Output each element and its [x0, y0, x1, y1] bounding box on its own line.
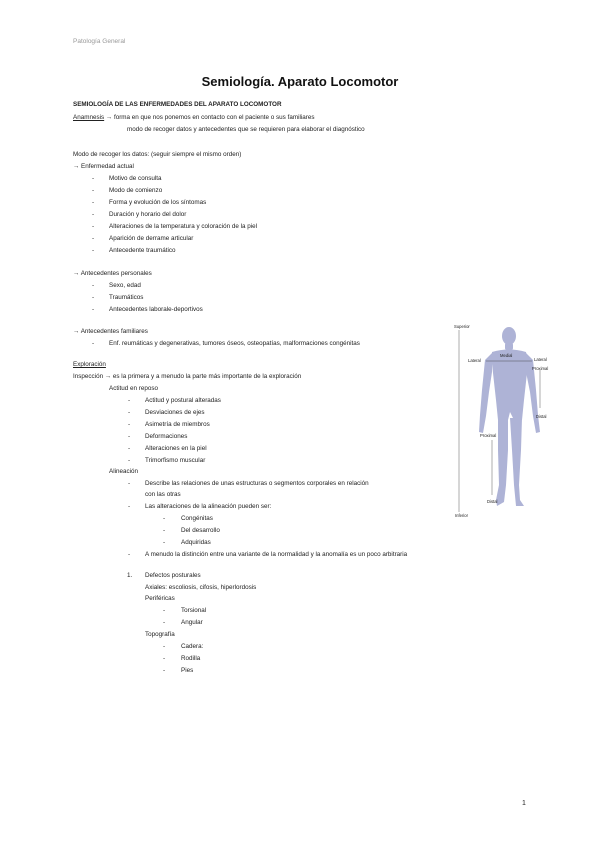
bullet-dash: - — [163, 667, 166, 674]
bullet-dash: - — [92, 211, 95, 218]
sub-list-item: Cadera: — [181, 643, 204, 650]
sub-list-item: Congénitas — [181, 515, 213, 522]
body-diagram — [452, 320, 552, 520]
label-proximal-left: Proximal — [480, 433, 497, 438]
inspeccion-line: Inspección → es la primera y a menudo la parte más importante de la exploración — [73, 373, 302, 380]
list-number: 1. — [127, 572, 133, 579]
list-item: Asimetría de miembros — [145, 421, 210, 428]
sub-list-item: Torsional — [181, 607, 207, 614]
section-heading: SEMIOLOGÍA DE LAS ENFERMEDADES DEL APARATO LOCOMOTOR — [73, 101, 282, 108]
list-item: Desviaciones de ejes — [145, 409, 205, 416]
label-distal-right: Distal — [536, 414, 547, 419]
bullet-dash: - — [128, 433, 131, 440]
list-item: Duración y horario del dolor — [109, 211, 187, 218]
page-number: 1 — [522, 800, 526, 807]
label-lateral-left: Lateral — [468, 358, 481, 363]
list-item: Traumáticos — [109, 294, 144, 301]
defectos-heading: Defectos posturales — [145, 572, 201, 579]
bullet-dash: - — [92, 187, 95, 194]
anamnesis-term: Anamnesis — [73, 114, 105, 121]
axiales-line: Axiales: escoliosis, cifosis, hiperlordosis — [145, 584, 257, 591]
exploracion-heading: Exploración — [73, 361, 106, 368]
perifericas-heading: Periféricas — [145, 595, 175, 602]
list-item: Antecedentes laborale-deportivos — [109, 306, 203, 313]
label-distal-bottom: Distal — [487, 499, 498, 504]
sub-list-item: Pies — [181, 667, 194, 674]
list-item: Deformaciones — [145, 433, 188, 440]
list-item: Modo de comienzo — [109, 187, 163, 194]
sub-list-item: Angular — [181, 619, 203, 626]
anamnesis-definition: → forma en que nos ponemos en contacto con el paciente o sus familiares — [104, 114, 315, 121]
list-item: Actitud y postural alteradas — [145, 397, 221, 404]
list-item: Describe las relaciones de unas estructuras o segmentos corporales en relación — [145, 480, 369, 487]
list-item: Sexo, edad — [109, 282, 141, 289]
sub-list-item: Adquiridas — [181, 539, 211, 546]
actitud-heading: Actitud en reposo — [109, 385, 159, 392]
list-item: Motivo de consulta — [109, 175, 162, 182]
label-lateral-right: Lateral — [534, 357, 547, 362]
list-item: Las alteraciones de la alineación pueden ser: — [145, 503, 272, 510]
bullet-dash: - — [163, 527, 166, 534]
page-title: Semiología. Aparato Locomotor — [201, 74, 399, 89]
label-inferior: Inferior — [455, 513, 469, 518]
antecedentes-personales-heading: → Antecedentes personales — [73, 270, 152, 277]
bullet-dash: - — [163, 515, 166, 522]
label-proximal-top: Proximal — [532, 366, 549, 371]
bullet-dash: - — [92, 235, 95, 242]
list-item: A menudo la distinción entre una variante de la normalidad y la anomalía es un poco arbitraria — [145, 551, 408, 558]
list-item: Forma y evolución de los síntomas — [109, 199, 207, 206]
running-header: Patología General — [73, 38, 126, 45]
list-item: Alteraciones en la piel — [145, 445, 207, 452]
bullet-dash: - — [163, 539, 166, 546]
bullet-dash: - — [163, 643, 166, 650]
alineacion-heading: Alineación — [109, 468, 139, 475]
bullet-dash: - — [128, 480, 131, 487]
list-item: Aparición de derrame articular — [109, 235, 194, 242]
bullet-dash: - — [128, 445, 131, 452]
label-medial: Medial — [500, 353, 513, 358]
sub-list-item: Del desarrollo — [181, 527, 220, 534]
anamnesis-line-2: modo de recoger datos y antecedentes que se requieren para elaborar el diagnóstico — [127, 126, 365, 133]
list-item: Alteraciones de la temperatura y coloración de la piel — [109, 223, 258, 230]
topografia-heading: Topografía — [145, 631, 175, 638]
bullet-dash: - — [92, 294, 95, 301]
list-item: Trimorfismo muscular — [145, 457, 206, 464]
bullet-dash: - — [128, 397, 131, 404]
list-item: Enf. reumáticas y degenerativas, tumores óseos, osteopatías, malformaciones congénitas — [109, 340, 360, 347]
list-item: Antecedente traumático — [109, 247, 176, 254]
list-item-continuation: con las otras — [145, 491, 181, 498]
bullet-dash: - — [92, 306, 95, 313]
anamnesis-line — [73, 114, 315, 122]
data-collection-note: Modo de recoger los datos: (seguir siempre el mismo orden) — [73, 151, 242, 158]
bullet-dash: - — [163, 655, 166, 662]
bullet-dash: - — [128, 409, 131, 416]
antecedentes-familiares-heading: → Antecedentes familiares — [73, 328, 148, 335]
bullet-dash: - — [92, 175, 95, 182]
anatomical-planes-figure — [452, 320, 552, 520]
bullet-dash: - — [163, 619, 166, 626]
bullet-dash: - — [92, 282, 95, 289]
bullet-dash: - — [128, 457, 131, 464]
bullet-dash: - — [92, 199, 95, 206]
bullet-dash: - — [92, 340, 95, 347]
enfermedad-actual-heading: → Enfermedad actual — [73, 163, 134, 170]
bullet-dash: - — [163, 607, 166, 614]
bullet-dash: - — [92, 223, 95, 230]
bullet-dash: - — [128, 421, 131, 428]
bullet-dash: - — [128, 551, 131, 558]
bullet-dash: - — [128, 503, 131, 510]
bullet-dash: - — [92, 247, 95, 254]
label-superior: Superior — [454, 324, 470, 329]
sub-list-item: Rodilla — [181, 655, 201, 662]
